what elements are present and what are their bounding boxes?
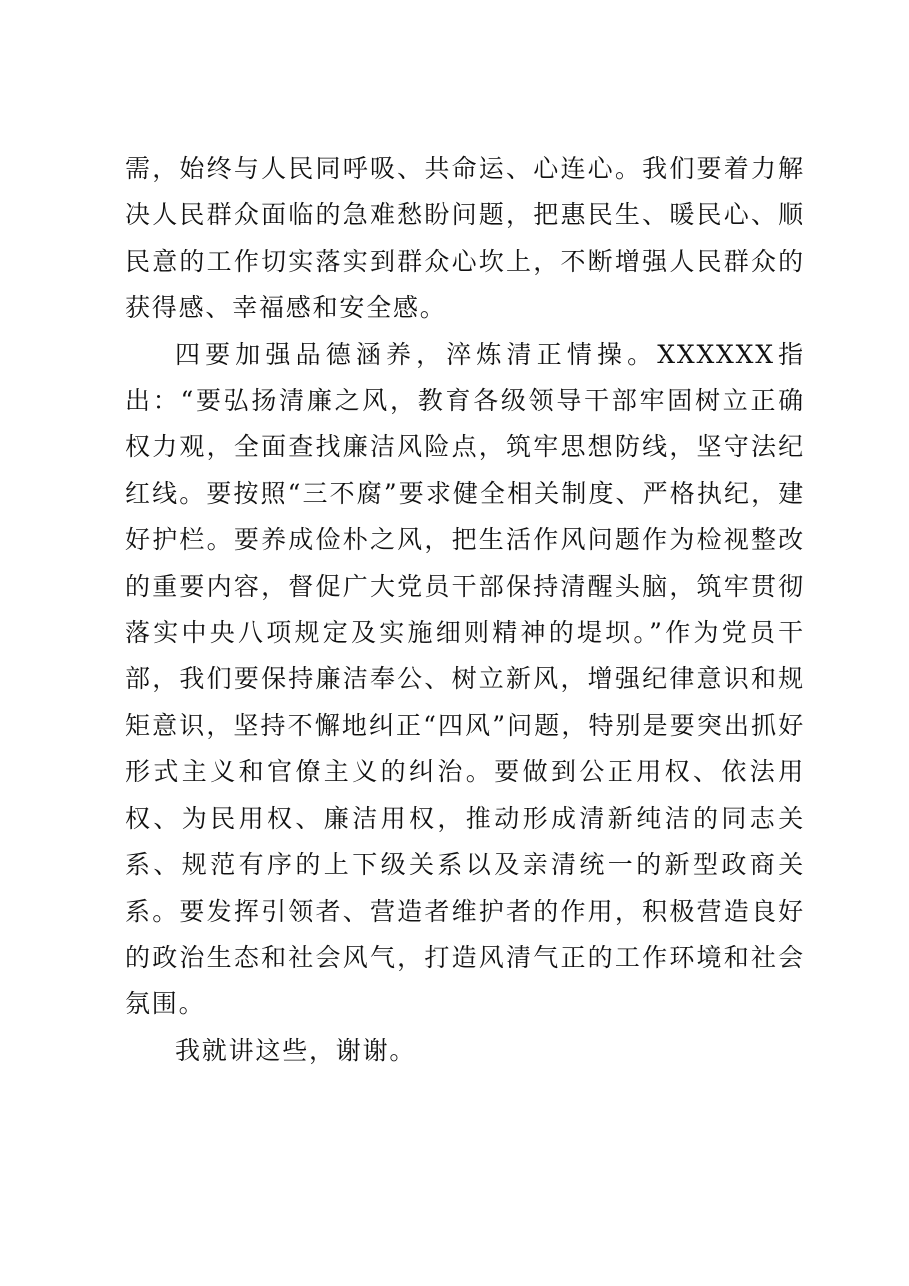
paragraph-closing: 我就讲这些，谢谢。 [175,1035,417,1065]
paragraph-point-four: 四要加强品德涵养，淬炼清正情操。XXXXXX指出：“要弘扬清廉之风，教育各级领导干部牢固树立正确权力观，全面查找廉洁风险点，筑牢思想防线，坚守法纪红线。要按照“三不腐”要求健全相关制度、严格执纪，建好护栏。要养成俭朴之风，把生活作风问题作为检视整改的重要内容，督促广大党员干部保持清醒头脑，筑牢贯彻落实中央八项规定及实施细则精神的堤坝。”作为党员干部，我们要保持廉洁奉公、树立新风，增强纪律意识和规矩意识，坚持不懈地纠正“四风”问题，特别是要突出抓好形式主义和官僚主义的纠治。要做到公正用权、依法用权、为民用权、廉洁用权，推动形成清新纯洁的同志关系、规范有序的上下级关系以及亲清统一的新型政商关系。要发挥引领者、营造者维护者的作用，积极营造良好的政治生态和社会风气，打造风清气正的工作环境和社会氛围。 [125,339,805,1019]
paragraph-continuation: 需，始终与人民同呼吸、共命运、心连心。我们要着力解决人民群众面临的急难愁盼问题，把惠民生、暖民心、顺民意的工作切实落实到群众心坎上，不断增强人民群众的获得感、幸福感和安全感。 [125,154,805,323]
document-body [125,146,805,1074]
